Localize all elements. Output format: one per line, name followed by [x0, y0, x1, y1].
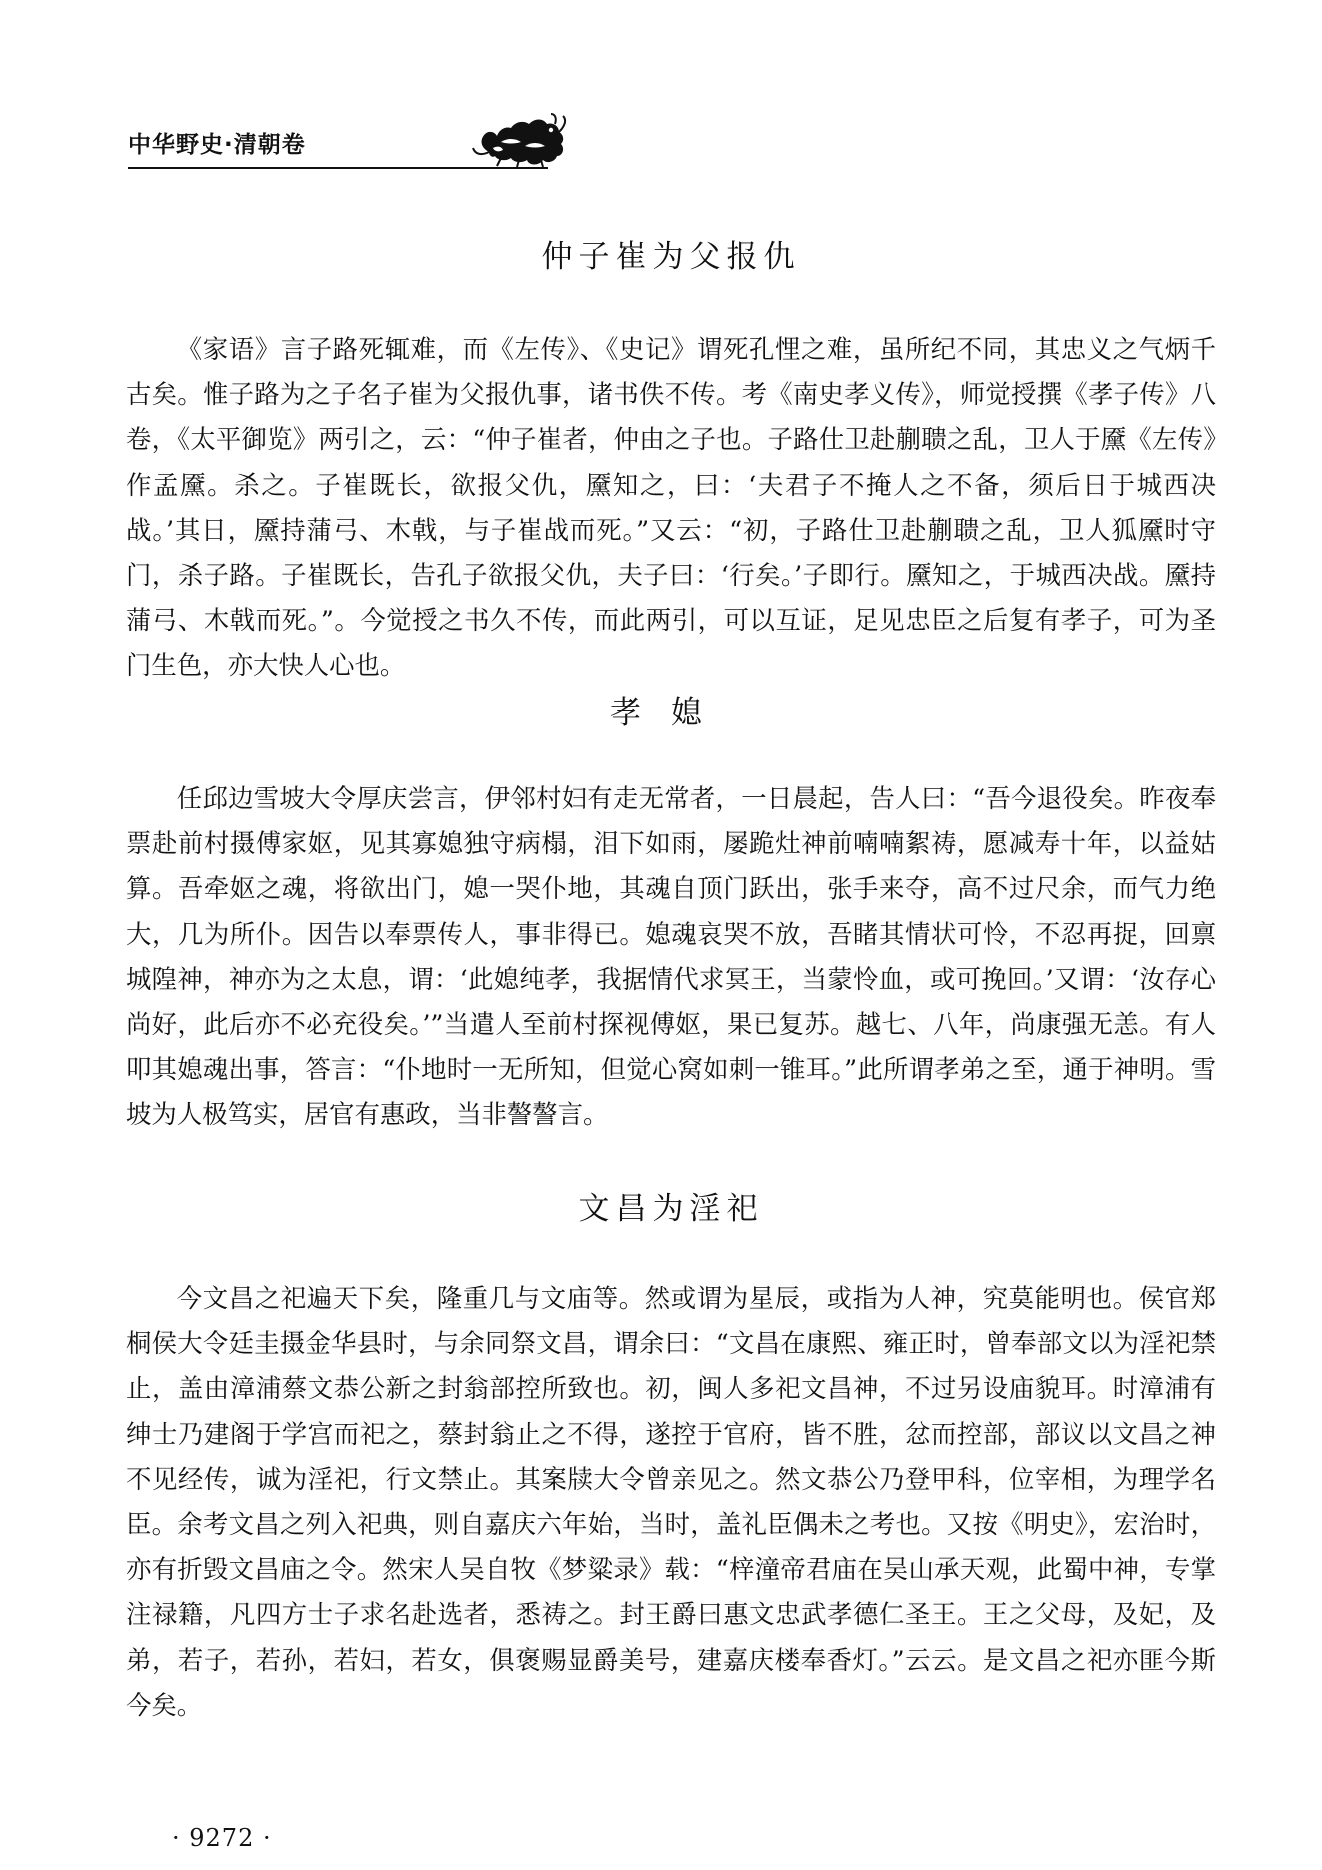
page-number: · 9272 ·: [172, 1824, 272, 1852]
dragon-icon: [471, 112, 571, 168]
section-paragraph: 任邱边雪坡大令厚庆尝言，伊邻村妇有走无常者，一日晨起，告人曰：“吾今退役矣。昨夜奉票赴前村摄傅家妪，见其寡媳独守病榻，泪下如雨，屡跪灶神前喃喃絮祷，愿减寿十年，以益姑算。吾牵妪之魂，将欲出门，媳一哭仆地，其魂自顶门跃出，张手来夺，高不过尺余，而气力绝大，几为所仆。因告以奉票传人，事非得已。媳魂哀哭不放，吾睹其情状可怜，不忍再捉，回禀城隍神，神亦为之太息，谓：‘此媳纯孝，我据情代求冥王，当蒙怜血，或可挽回。’又谓：‘汝存心尚好，此后亦不必充役矣。’”当遣人至前村探视傅妪，果已复苏。越七、八年，尚康强无恙。有人叩其媳魂出事，答言：“仆地时一无所知，但觉心窝如刺一锥耳。”此所谓孝弟之至，通于神明。雪坡为人极笃实，居官有惠政，当非謷謷言。: [126, 783, 1216, 1130]
section-xiaoxi: [126, 688, 1216, 1138]
book-title: 中华野史·清朝卷: [128, 132, 306, 158]
section-title: 仲子崔为父报仇: [541, 239, 801, 275]
section-title: 文昌为淫祀: [578, 1191, 764, 1227]
section-paragraph: 《家语》言子路死辄难，而《左传》、《史记》谓死孔悝之难，虽所纪不同，其忠义之气炳千古矣。惟子路为之子名子崔为父报仇事，诸书佚不传。考《南史孝义传》，师觉授撰《孝子传》八卷，《太平御览》两引之，云：“仲子崔者，仲由之子也。子路仕卫赴蒯聩之乱，卫人于黡《左传》作孟黡。杀之。子崔既长，欲报父仇，黡知之，曰：‘夫君子不掩人之不备，须后日于城西决战。’其日，黡持蒲弓、木戟，与子崔战而死。”又云：“初，子路仕卫赴蒯聩之乱，卫人狐黡时守门，杀子路。子崔既长，告孔子欲报父仇，夫子曰：‘行矣。’子即行。黡知之，于城西决战。黡持蒲弓、木戟而死。”。今觉授之书久不传，而此两引，可以互证，足见忠臣之后复有孝子，可为圣门生色，亦大快人心也。: [126, 334, 1216, 681]
section-wenchang: [126, 1184, 1216, 1728]
section-zhongzicui: [126, 232, 1216, 689]
header-rule: [128, 167, 548, 169]
section-paragraph: 今文昌之祀遍天下矣，隆重几与文庙等。然或谓为星辰，或指为人神，究莫能明也。侯官郑桐侯大令廷圭摄金华县时，与余同祭文昌，谓余曰：“文昌在康熙、雍正时，曾奉部文以为淫祀禁止，盖由漳浦蔡文恭公新之封翁部控所致也。初，闽人多祀文昌神，不过另设庙貌耳。时漳浦有绅士乃建阁于学宫而祀之，蔡封翁止之不得，遂控于官府，皆不胜，忿而控部，部议以文昌之神不见经传，诚为淫祀，行文禁止。其案牍大令曾亲见之。然文恭公乃登甲科，位宰相，为理学名臣。余考文昌之列入祀典，则自嘉庆六年始，当时，盖礼臣偶未之考也。又按《明史》，宏治时，亦有折毁文昌庙之令。然宋人吴自牧《梦粱录》载：“梓潼帝君庙在吴山承天观，此蜀中神，专掌注禄籍，凡四方士子求名赴选者，悉祷之。封王爵曰惠文忠武孝德仁圣王。王之父母，及妃，及弟，若子，若孙，若妇，若女，俱褒赐显爵美号，建嘉庆楼奉香灯。”云云。是文昌之祀亦匪今斯今矣。: [126, 1283, 1216, 1720]
running-header: [128, 112, 548, 172]
section-title: 孝媳: [610, 695, 732, 731]
